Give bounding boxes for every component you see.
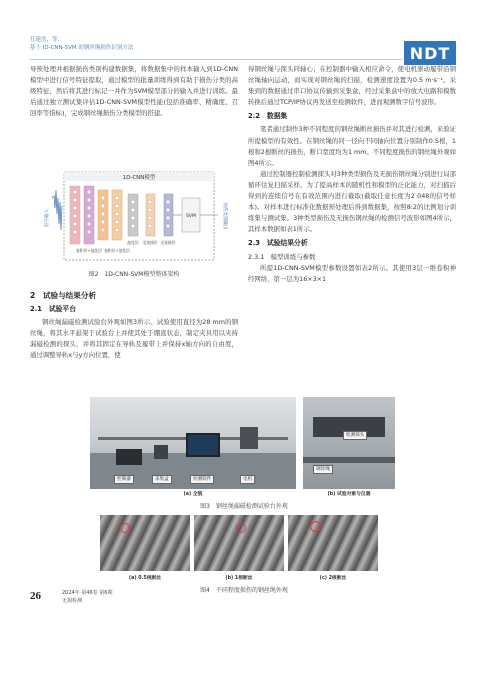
figure-4b-photo [194,515,284,571]
motor-unit [240,427,258,449]
paragraph: 得钢丝绳与探头同轴心；在控制器中输入相应命令，使电机驱动履带沿钢丝绳轴向运动，而实现对钢丝绳的扫描，检测速度设置为0.5 m·s⁻¹。采集到的数据通过串口协议传输到采集盒，经过采集盒中的放大电路和模数转换后通过TCP/IP协议再发送至检测软件，进而观测数字信号波形。 [248,65,456,107]
figure-4c-label: (c) 2根断丝 [319,576,347,581]
figure-4c-photo [288,515,378,571]
input-signal-waveform [52,190,62,230]
block-label-1: 卷积层+池化层 [76,248,102,253]
figure-3b-photo [303,397,395,489]
figure-2-caption: 图2 1D-CNN-SVM模型整体架构 [88,271,180,278]
section-2-title: 2 试验与结果分析 [30,291,97,300]
controller-box [116,449,142,465]
laptop-screen [186,433,220,457]
figure-3b-label: (b) 试验对象与仪器 [327,492,371,497]
section-2-2-title: 2.2 数据集 [248,112,288,121]
section-2-3-1-title: 2.3.1 模型训练与参数 [248,252,316,261]
cnn-title: 1D-CNN模型 [122,175,156,181]
header-authors: 任建浩，等： [30,37,64,43]
tag-motor: 电机 [240,475,255,484]
footer-journal: 无损检测 [62,598,83,604]
figure-4-caption: 图4 不同程度损伤的钢丝绳外观 [200,587,288,594]
figure-3a-photo [90,397,296,489]
input-label: 信号输入 [45,209,50,227]
left-column-bottom [30,283,238,362]
figure-4a-photo [100,515,190,571]
acquisition-box [154,445,168,459]
journal-logo: NDT [404,41,456,65]
paragraph: 笔者通过制作3种不同程度的钢丝绳断丝损伤并对其进行检测，来验证所提模型的有效性。在钢丝绳的同一径向不同轴向位置分别制作0.5根，1根和2根断丝的损伤，断口宽度均为1 mm。不同程度损伤的钢丝绳外观如图4所示。 [248,125,456,167]
figure-3a-label: (a) 全貌 [183,492,203,497]
svm-label: SVM [185,214,197,219]
tag-acquisition-box: 采集盒 [152,475,172,484]
tag-wire-rope: 钢丝绳 [313,465,333,474]
page-number: 26 [30,590,41,602]
figure-4a-label: (a) 0.5根断丝 [128,576,162,581]
figure-4b-label: (b) 1根断丝 [225,576,253,581]
block-label-3: 池化层 [127,240,139,245]
layer-columns [70,186,176,245]
block-label-4: 全连接层 [142,240,158,245]
wire-rope [303,457,395,463]
block-label-5: 全连接层 [160,240,176,245]
header-title: 基于 ID-CNN-SVM 的钢丝绳损伤识别方法 [30,45,134,51]
tag-controller: 控制器 [114,475,134,484]
paragraph: 通过控制器控制检测探头对3种类型损伤及无损伤钢丝绳分别进行局部循环往复扫描采样，为了提高样本的随机性和模型的泛化能力，对扫描后得到的连续信号在有效范围内进行截取(截取任意长度为2 048的信号样本)。对样本进行标准化数据预处理后得到数据集，按照8:2的比例划分训练集与测试集。3种类型损伤及无损伤钢丝绳的检测信号波形如图4所示，其样本数据如表1所示。 [248,169,456,234]
figure-2-diagram [42,168,232,266]
footer-info [62,589,112,605]
paragraph: 导预处理并根据损伤类别构建数据集，将数据集中的样本输入到1D-CNN模型中进行信号特征提取，通过模型的批量训练得到有助于损伤分类的高级特征，然后将其进行标记一并作为SVM模型部分的输入并进行训练。最后通过独立测试集评估1D-CNN-SVM模型性能(包括准确率、精确度、召回率等指标)，完成钢丝绳损伤分类模型的搭建。 [30,65,238,118]
block-label-2: 卷积层+池化层 [104,248,130,253]
damage-marker [236,523,246,533]
output-label: 损伤类别输出 [222,202,227,230]
footer-issue: 2024年 第46卷 第6期 [62,590,113,596]
running-header [30,36,133,52]
header-rule [30,59,402,60]
tag-software: 检测软件 [190,475,214,484]
paragraph: 所提1D-CNN-SVM模型参数设置如表2所示。其使用3层一维卷积神经网络，第一层为16×3×1 [248,263,456,283]
damage-marker [310,521,321,532]
left-column-top [30,64,238,119]
figure-3-caption: 图3 钢丝绳漏磁检测试验台外观 [200,503,288,510]
paragraph: 钢丝绳漏磁检测试验台外观如图3所示。试验使用直径为28 mm的钢丝绳，将其水平悬架于试验台上并使其处于绷直状态，制定夹具用以夹持漏磁检测的探头，并将其固定在导轨及履带上并保持x轴方向的自由度，通过调整导轨x与y方向位置，使 [30,318,238,360]
section-2-1-title: 2.1 试验平台 [30,305,77,314]
section-2-3-title: 2.3 试验结果分析 [248,239,308,248]
right-column [248,64,456,285]
damage-marker [120,523,130,533]
tag-probe: 检测探头 [343,431,367,440]
